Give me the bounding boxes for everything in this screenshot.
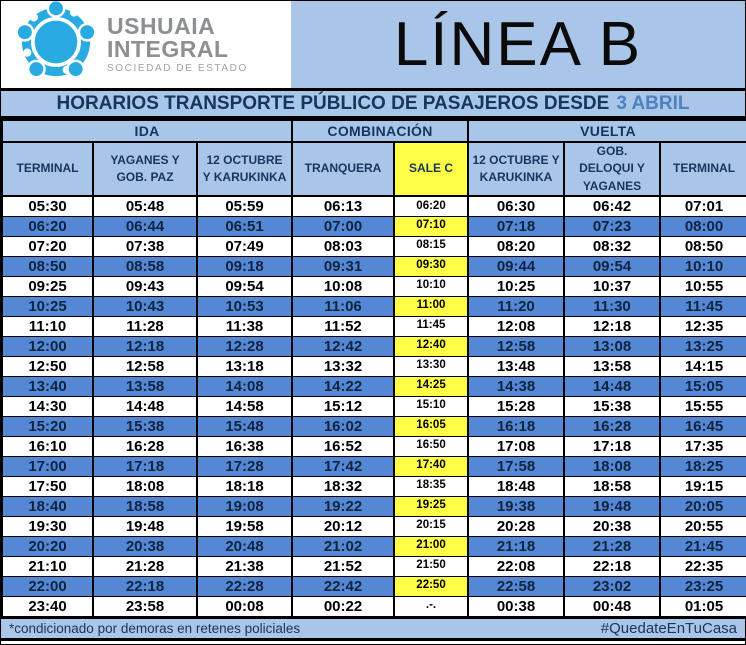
time-cell: 11:28 [93, 316, 197, 336]
time-cell: 13:18 [197, 356, 292, 376]
time-cell: 11:30 [564, 296, 660, 316]
time-cell: 22:00 [2, 576, 93, 596]
time-cell: 07:00 [292, 216, 394, 236]
time-cell: 14:58 [197, 396, 292, 416]
table-row [2, 396, 746, 416]
time-cell: 10:43 [93, 296, 197, 316]
time-cell: 11:20 [468, 296, 564, 316]
time-cell: 12:18 [93, 336, 197, 356]
table-row [2, 456, 746, 476]
time-cell: 14:22 [292, 376, 394, 396]
brand-name [107, 15, 248, 74]
col-terminal-vuelta: TERMINAL [660, 142, 746, 196]
col-yaganes-gob-paz: YAGANES Y GOB. PAZ [93, 142, 197, 196]
time-cell: 21:50 [394, 556, 468, 576]
time-cell: 22:18 [93, 576, 197, 596]
brand-logo-area [1, 1, 291, 88]
time-cell: 18:32 [292, 476, 394, 496]
time-cell: 17:42 [292, 456, 394, 476]
time-cell: 07:38 [93, 236, 197, 256]
section-combinacion: COMBINACIÓN [292, 120, 468, 142]
brand-line-2: INTEGRAL [107, 36, 229, 62]
time-cell: 16:38 [197, 436, 292, 456]
time-cell: 13:48 [468, 356, 564, 376]
col-12octubre-karukinka-vuelta: 12 OCTUBRE Y KARUKINKA [468, 142, 564, 196]
time-cell: 12:00 [2, 336, 93, 356]
time-cell: 21:28 [564, 536, 660, 556]
time-cell: 17:40 [394, 456, 468, 476]
time-cell: 20:05 [660, 496, 746, 516]
time-cell: 14:30 [2, 396, 93, 416]
time-cell: 21:38 [197, 556, 292, 576]
footer-bar [1, 617, 745, 641]
time-cell: 00:08 [197, 596, 292, 616]
time-cell: 18:35 [394, 476, 468, 496]
time-cell: 13:25 [660, 336, 746, 356]
time-cell: 22:58 [468, 576, 564, 596]
time-cell: 09:25 [2, 276, 93, 296]
time-cell: 15:20 [2, 416, 93, 436]
time-cell: 12:58 [93, 356, 197, 376]
time-cell: 22:28 [197, 576, 292, 596]
table-row [2, 296, 746, 316]
time-cell: 09:54 [197, 276, 292, 296]
col-12octubre-karukinka-ida: 12 OCTUBRE Y KARUKINKA [197, 142, 292, 196]
time-cell: 18:25 [660, 456, 746, 476]
time-cell: 19:15 [660, 476, 746, 496]
col-tranquera: TRANQUERA [292, 142, 394, 196]
time-cell: 10:55 [660, 276, 746, 296]
time-cell: 00:48 [564, 596, 660, 616]
time-cell: 08:03 [292, 236, 394, 256]
time-cell: 01:05 [660, 596, 746, 616]
table-row [2, 436, 746, 456]
time-cell: 17:28 [197, 456, 292, 476]
time-cell: 05:48 [93, 196, 197, 216]
time-cell: 19:08 [197, 496, 292, 516]
time-cell: 21:45 [660, 536, 746, 556]
time-cell: 11:52 [292, 316, 394, 336]
time-cell: 15:38 [93, 416, 197, 436]
time-cell: 06:42 [564, 196, 660, 216]
time-cell: 11:06 [292, 296, 394, 316]
time-cell: 17:50 [2, 476, 93, 496]
time-cell: 05:59 [197, 196, 292, 216]
time-cell: 10:08 [292, 276, 394, 296]
time-cell: 16:28 [564, 416, 660, 436]
time-cell: 19:25 [394, 496, 468, 516]
title-block [291, 1, 745, 88]
time-cell: 13:40 [2, 376, 93, 396]
time-cell: 10:37 [564, 276, 660, 296]
time-cell: 18:08 [93, 476, 197, 496]
time-cell: 12:58 [468, 336, 564, 356]
time-cell: 00:38 [468, 596, 564, 616]
time-cell: 16:52 [292, 436, 394, 456]
time-cell: 20:12 [292, 516, 394, 536]
time-cell: 09:44 [468, 256, 564, 276]
people-circle-logo-icon [15, 1, 97, 88]
time-cell: 07:23 [564, 216, 660, 236]
top-banner [1, 1, 745, 91]
time-cell: 19:38 [468, 496, 564, 516]
time-cell: 15:05 [660, 376, 746, 396]
time-cell: 15:12 [292, 396, 394, 416]
time-cell: 14:48 [564, 376, 660, 396]
time-cell: 05:30 [2, 196, 93, 216]
time-cell: 20:15 [394, 516, 468, 536]
table-row [2, 536, 746, 556]
time-cell: 12:08 [468, 316, 564, 336]
time-cell: 12:42 [292, 336, 394, 356]
time-cell: 22:50 [394, 576, 468, 596]
footer-hashtag: #QuedateEnTuCasa [600, 619, 737, 637]
time-cell: 23:02 [564, 576, 660, 596]
table-row [2, 376, 746, 396]
time-cell: 08:58 [93, 256, 197, 276]
time-cell: 12:50 [2, 356, 93, 376]
time-cell: 07:10 [394, 216, 468, 236]
time-cell: 07:20 [2, 236, 93, 256]
time-cell: 12:40 [394, 336, 468, 356]
table-row [2, 216, 746, 236]
time-cell: 14:08 [197, 376, 292, 396]
time-cell: 13:08 [564, 336, 660, 356]
brand-line-1: USHUAIA [107, 13, 216, 39]
time-cell: 18:58 [93, 496, 197, 516]
time-cell: 08:00 [660, 216, 746, 236]
time-cell: 20:38 [564, 516, 660, 536]
table-row [2, 476, 746, 496]
time-cell: 12:35 [660, 316, 746, 336]
time-cell: 17:18 [93, 456, 197, 476]
time-cell: 14:48 [93, 396, 197, 416]
section-ida: IDA [2, 120, 292, 142]
time-cell: 07:01 [660, 196, 746, 216]
subtitle-bar [1, 91, 745, 119]
section-vuelta: VUELTA [468, 120, 746, 142]
time-cell: 18:48 [468, 476, 564, 496]
time-cell: 08:32 [564, 236, 660, 256]
time-cell: 21:18 [468, 536, 564, 556]
time-cell: 09:18 [197, 256, 292, 276]
time-cell: 20:28 [468, 516, 564, 536]
time-cell: 22:35 [660, 556, 746, 576]
time-cell: 06:44 [93, 216, 197, 236]
col-terminal-ida: TERMINAL [2, 142, 93, 196]
time-cell: 08:20 [468, 236, 564, 256]
time-cell: 07:49 [197, 236, 292, 256]
time-cell: 19:30 [2, 516, 93, 536]
schedule-table [1, 119, 746, 617]
time-cell: 06:30 [468, 196, 564, 216]
time-cell: 14:25 [394, 376, 468, 396]
subtitle-text: HORARIOS TRANSPORTE PÚBLICO DE PASAJEROS DESDE [56, 92, 610, 114]
time-cell: 12:28 [197, 336, 292, 356]
time-cell: 22:08 [468, 556, 564, 576]
time-cell: 12:18 [564, 316, 660, 336]
time-cell: 08:50 [2, 256, 93, 276]
time-cell: 16:10 [2, 436, 93, 456]
time-cell: 09:54 [564, 256, 660, 276]
time-cell: 15:28 [468, 396, 564, 416]
time-cell: 09:31 [292, 256, 394, 276]
time-cell: 09:43 [93, 276, 197, 296]
time-cell: 08:15 [394, 236, 468, 256]
time-cell: 13:58 [564, 356, 660, 376]
time-cell: 13:30 [394, 356, 468, 376]
table-row [2, 316, 746, 336]
time-cell: 17:00 [2, 456, 93, 476]
time-cell: 21:52 [292, 556, 394, 576]
col-sale-c: SALE C [394, 142, 468, 196]
time-cell: 19:48 [564, 496, 660, 516]
section-header-row [2, 120, 746, 142]
time-cell: 21:28 [93, 556, 197, 576]
time-cell: 06:20 [394, 196, 468, 216]
time-cell: 16:05 [394, 416, 468, 436]
time-cell: 18:18 [197, 476, 292, 496]
time-cell: 23:25 [660, 576, 746, 596]
table-row [2, 416, 746, 436]
time-cell: 19:48 [93, 516, 197, 536]
time-cell: 06:20 [2, 216, 93, 236]
table-row [2, 276, 746, 296]
table-row [2, 336, 746, 356]
table-row [2, 556, 746, 576]
time-cell: 11:45 [394, 316, 468, 336]
time-cell: 23:58 [93, 596, 197, 616]
time-cell: 17:08 [468, 436, 564, 456]
table-row [2, 496, 746, 516]
time-cell: 10:10 [394, 276, 468, 296]
time-cell: 06:51 [197, 216, 292, 236]
time-cell: 16:45 [660, 416, 746, 436]
time-cell: 08:50 [660, 236, 746, 256]
time-cell: 10:25 [468, 276, 564, 296]
time-cell: 14:15 [660, 356, 746, 376]
time-cell: 23:40 [2, 596, 93, 616]
time-cell: 21:02 [292, 536, 394, 556]
time-cell: 18:08 [564, 456, 660, 476]
time-cell: 19:22 [292, 496, 394, 516]
time-cell: 11:38 [197, 316, 292, 336]
time-cell: 15:38 [564, 396, 660, 416]
subtitle-date: 3 ABRIL [616, 92, 690, 114]
time-cell: 19:58 [197, 516, 292, 536]
table-row [2, 576, 746, 596]
time-cell: 18:40 [2, 496, 93, 516]
brand-subline: SOCIEDAD DE ESTADO [107, 63, 248, 74]
time-cell: 17:35 [660, 436, 746, 456]
time-cell: .-. [394, 596, 468, 616]
col-gob-deloqui-yaganes: GOB. DELOQUI Y YAGANES [564, 142, 660, 196]
time-cell: 15:55 [660, 396, 746, 416]
time-cell: 18:58 [564, 476, 660, 496]
time-cell: 16:50 [394, 436, 468, 456]
time-cell: 09:30 [394, 256, 468, 276]
time-cell: 00:22 [292, 596, 394, 616]
time-cell: 20:38 [93, 536, 197, 556]
time-cell: 15:48 [197, 416, 292, 436]
column-header-row [2, 142, 746, 196]
table-row [2, 356, 746, 376]
time-cell: 21:10 [2, 556, 93, 576]
time-cell: 10:25 [2, 296, 93, 316]
time-cell: 13:32 [292, 356, 394, 376]
time-cell: 20:55 [660, 516, 746, 536]
time-cell: 17:18 [564, 436, 660, 456]
time-cell: 16:18 [468, 416, 564, 436]
time-cell: 20:20 [2, 536, 93, 556]
time-cell: 22:18 [564, 556, 660, 576]
table-row [2, 236, 746, 256]
time-cell: 13:58 [93, 376, 197, 396]
time-cell: 11:10 [2, 316, 93, 336]
schedule-body [2, 196, 746, 616]
time-cell: 07:18 [468, 216, 564, 236]
table-row [2, 596, 746, 616]
time-cell: 10:53 [197, 296, 292, 316]
time-cell: 16:02 [292, 416, 394, 436]
time-cell: 10:10 [660, 256, 746, 276]
time-cell: 11:00 [394, 296, 468, 316]
time-cell: 17:58 [468, 456, 564, 476]
time-cell: 06:13 [292, 196, 394, 216]
table-row [2, 196, 746, 216]
table-row [2, 256, 746, 276]
time-cell: 16:28 [93, 436, 197, 456]
time-cell: 22:42 [292, 576, 394, 596]
time-cell: 15:10 [394, 396, 468, 416]
footer-note: *condicionado por demoras en retenes policiales [9, 620, 301, 636]
table-row [2, 516, 746, 536]
time-cell: 21:00 [394, 536, 468, 556]
page-title: LÍNEA B [393, 9, 643, 79]
time-cell: 11:45 [660, 296, 746, 316]
time-cell: 20:48 [197, 536, 292, 556]
time-cell: 14:38 [468, 376, 564, 396]
